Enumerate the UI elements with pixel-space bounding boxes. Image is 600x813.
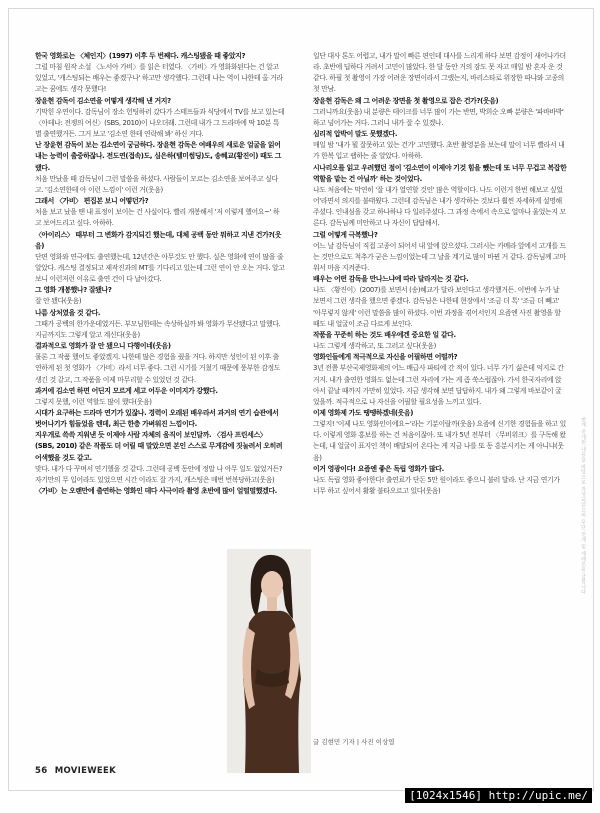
interview-answer: 맞다. 내가 다 꾸며서 연기했을 것 같다. 그런데 공백 동안에 정말 나 아무 일도 없었거든? 자기만의 무 입어라도 있었으면 시간 이라도 잘 가지, 캐스팅은 매번 번복당하고(웃음) bbox=[35, 464, 285, 486]
portrait-photo bbox=[227, 549, 311, 773]
side-copyright-text: 현재 공개된 내용을 바탕으로 작성되었으며 무단 전재 및 재배포를 금합니다 bbox=[580, 417, 587, 717]
interview-answer: 처음 만났을 때 감독님이 그런 말씀을 하셨다. 사람들이 모르는 김소연을 보여주고 싶다고. '김소연한테 아 이런 느낌이' 이런 거(웃음) bbox=[35, 174, 285, 196]
interview-question: 장윤현 감독은 왜 그 어려운 장면을 첫 촬영으로 잡은 건가?(웃음) bbox=[313, 96, 567, 107]
interview-answer: 처음 보고 났을 땐 내 표정이 보이는 건 사실이다. 빨리 개봉해서 '저 이렇게 했어요~' 하고 보여드리고 싶다. 아하하. bbox=[35, 207, 285, 229]
right-column bbox=[313, 51, 567, 497]
magazine-name: MOVIEWEEK bbox=[55, 766, 116, 776]
interview-answer: 기막힌 우연이다. 감독님이 장소 헌팅하러 갔다가 스태프들과 식당에서 TV를 보고 있는데 〈아테나: 전쟁의 여신〉(SBS, 2010)이 나오더래. 그런데 내가 그 드라마에 딱 10분 특별 출연했거든. 그거 보고 '김소연 한테 연락해 봐' 하신 거다. bbox=[35, 107, 285, 140]
left-column bbox=[35, 51, 285, 497]
interview-question: 결과적으로 영화가 잘 안 됐으니 다행이네(웃음) bbox=[35, 341, 285, 352]
interview-answer: 그렇지 못했, 이런 역할도 많이 했다(웃음) bbox=[35, 397, 285, 408]
interview-answer: 일단 대사 톤도 어렵고, 내가 말이 빠른 편인데 대사를 느리게 하다 보면 감정이 새어나가더라. 초반에 딥하다 거려서 고민이 많았다. 한 달 동안 거의 잠도 못 자고 매일 밤 혼자 운 것 같다. 하필 첫 촬영이 가장 어려운 장면이라서 그랬는지, 바리스타로 위장한 따냐와 고종의 첫 만남. bbox=[313, 51, 567, 96]
interview-question: 이제 영화제 가도 땡땡하겠네(웃음) bbox=[313, 408, 567, 419]
interview-question: 한국 영화로는 〈체인지〉(1997) 이후 두 번째다. 캐스팅됐을 때 좋았지? bbox=[35, 51, 285, 62]
interview-question: 시대가 요구하는 드라마 연기가 있잖나. 경력이 오래된 배우라서 과거의 연기 습관에서 벗어나기가 힘들었을 텐데, 최근 한층 가벼워진 느낌이다. bbox=[35, 408, 285, 430]
interview-answer: 잘 안 됐다(웃음) bbox=[35, 296, 285, 307]
interview-answer: 나도 독립 영화 좋아한다! 출연료가 단돈 5만 원이라도 좋으니 불러 달라. 난 지금 연기가 너무 하고 싶어서 활활 불타오르고 있다(웃음) bbox=[313, 475, 567, 497]
interview-answer: 나도 그렇게 생각하고, 또 그러고 싶다(웃음) bbox=[313, 341, 567, 352]
interview-question: 배우는 어떤 감독을 만나느냐에 따라 달라지는 것 같다. bbox=[313, 274, 567, 285]
interview-question: 이거 영광이다! 요즘엔 좋은 독립 영화가 많다. bbox=[313, 464, 567, 475]
interview-question: 영화인들에게 적극적으로 자신을 어필하면 어떨까? bbox=[313, 352, 567, 363]
interview-answer: 매일 밤 '내가 뭘 잘못하고 있는 건가' 고민했다. 초반 촬영분을 보는데 말이 너무 빨라서 내가 한복 입고 랩하는 줄 알았다. 아하하. bbox=[313, 140, 567, 162]
magazine-page bbox=[8, 8, 594, 791]
interview-question: 그럴 어떻게 극복했나? bbox=[313, 230, 567, 241]
interview-question: 난 장윤현 감독이 보는 김소연이 궁금하다. 장윤현 감독은 여배우의 새로운 얼굴을 읽어내는 능력이 출중하잖나. 전도연(접속)도, 심은하(텔미썸딩)도, 송혜교(황진이) 때도 그랬다. bbox=[35, 140, 285, 173]
interview-question: 과거에 김소연 하면 어딘지 모르게 세고 어두운 이미지가 강했다. bbox=[35, 386, 285, 397]
interview-question: 장윤현 감독이 김소연을 어떻게 생각해 낸 거지? bbox=[35, 96, 285, 107]
page-number: 56 bbox=[35, 766, 47, 776]
page-footer bbox=[35, 766, 116, 776]
interview-answer: 3년 전쯤 부산국제영화제의 어느 배급사 파티에 간 적이 있다. 너무 가기 싫은데 억지로 간 거지. 내가 출연한 영화도 없는데 그런 자리에 가는 게 좀 쑥스럽잖아. 가서 한국자리에 앉아서 끝날 때까지 가만히 있었다. 지금 생각해 보면 답답하지. 내가 왜 그렇게 바보같이 굴었을까. 적극적으로 나 자신을 어필할 필요성을 느끼고 있다. bbox=[313, 363, 567, 408]
interview-answer: 나도 처음에는 막연히 '잘 내가 열연할 것인' 많은 역할이다. 나도 이런거 한번 해보고 싶었어'라면서 의지를 불태웠다. 그런데 감독님은 내가 생각하는 것보다 훨씬 자세하게 설명해 주셨다. 인내심을 갖고 하나하나 다 일러주셨다. 그 과정 속에서 속으로 얼마나 울었는지 모른다. 감독님께 미안하고 나 자신이 답답해서. bbox=[313, 185, 567, 230]
interview-question: 작품을 꾸준히 하는 것도 배우에겐 중요한 일 같다. bbox=[313, 330, 567, 341]
interview-question: 〈가비〉는 오랜만에 출연하는 영화인 데다 사극이라 촬영 초반에 많이 얼떨떨했겠다. bbox=[35, 486, 285, 497]
interview-answer: 나도 〈황진이〉(2007)를 보면서 (송)혜교가 달라 보인다고 생각했거든. 이번에 누가 날 보면서 그런 생각을 했으면 좋겠다. 감독님은 나한테 현장에서 '조금 더 톡' '조금 더 빼고' '아무렇지 않게' 이런 말씀을 많이 하셨다. 이번 과정을 겪어서인지 요즘엔 사진 촬영을 할 때도 내 얼굴이 조금 다르게 보인다. bbox=[313, 285, 567, 330]
interview-answer: 그럴 마침 원작 소설 〈노서아 가비〉를 읽은 터였다. 〈가비〉가 영화화된다는 건 알고 있었고, '캐스팅되는 배우는 좋겠구나' 하고만 생각했다. 그런데 나는 역이 나한테 올 거라고는 꿈에도 생각 못했다! bbox=[35, 62, 285, 95]
woman-portrait-illustration bbox=[227, 549, 311, 773]
interview-question: 〈아이리스〉 때부터 그 변화가 감지되긴 했는데, 대체 공백 동안 뭐하고 지낸 건가?(웃음) bbox=[35, 230, 285, 252]
interview-answer: 단편 영화와 연극에도 출연했는데, 12년간은 아무것도 안 했다. 실은 영화에 연이 많을 줄 알았다. 캐스팅 결정되고 제작진과의 MT를 기다리고 있는데 그런 연이 안 오는 거다. 알고 보니 이런저런 이유로 출연 건이 다 날아갔다. bbox=[35, 252, 285, 285]
interview-question: 지우개로 쓱쓱 지워낸 듯 이제야 사람 자체의 움직이 보인달까. 〈검사 프린세스〉(SBS, 2010) 같은 작품도 더 어릴 때 말았으면 본인 스스로 무게감에 짓눌려서 오히려 어색했을 것도 같고. bbox=[35, 430, 285, 463]
interview-answer: 그렇지! '이제 나도 영화인이에요~'라는 기분이랄까(웃음) 요즘에 신기한 경험들을 하고 있다. 이렇게 영화 홍보를 하는 건 처음이잖아. 또 내가 5년 전부터 〈무비위크〉를 구독해 왔는데, 내 얼굴이 표지인 책이 배달되어 온다는 게 지금 나를 또 동 흥분시키는 게 아니냐(웃음) bbox=[313, 419, 567, 464]
interview-answer: 그러니까요(웃음) 내 분량은 테이크를 너무 많이 가는 반면, 박희순 오빠 분량은 '파바바박' 하고 넘어가는 거다. 그러니 내가 잘 수 있겠나. bbox=[313, 107, 567, 129]
interview-question: 시나리오를 읽고 우려했던 점이 '김소연이 이제야 기것 힘을 뺐는데 또 너무 무겁고 복잡한 역할을 맡는 건 아닐까' 하는 것이었다. bbox=[313, 163, 567, 185]
interview-question: 그래서 〈가비〉 편집본 보니 어떻던가? bbox=[35, 196, 285, 207]
interview-question: 나름 상처였을 것 같다. bbox=[35, 308, 285, 319]
interview-answer: 물론 그 작품 했어도 좋았겠지. 나한테 많은 경험을 줬을 거다. 하지만 성인이 된 이후 출연하게 된 첫 영화가 〈가비〉라서 너무 좋다. 그런 시기를 거쳤기 때문에 풍부한 감정도 생긴 것 같고, 그 작품을 이제 마무리할 수 있었던 것 같다. bbox=[35, 352, 285, 385]
article-credit: 글 김현민 기자 | 사진 이상엽 bbox=[313, 737, 395, 746]
image-watermark: [1024x1546] http://upic.me/ bbox=[405, 788, 592, 803]
interview-question: 심리적 압박이 말도 못했겠다. bbox=[313, 129, 567, 140]
interview-question: 그 영화 개봉했나? 잘됐나? bbox=[35, 285, 285, 296]
interview-answer: 그때가 공백의 한가운데였거든. 부모님한테는 속상하실까 봐 영화가 무산됐다고 말했다. 지금까지도 그렇게 알고 계신다(웃음) bbox=[35, 319, 285, 341]
interview-answer: 어느 날 감독님이 직접 고종이 되어서 내 앞에 앉으셨다. 그러시는 카메라 앞에서 고개를 드는 것만으로도 척추가 굳은 느낌이었는데 그 날을 계기로 많이 바뀐 거 같다. 감독님께 고마워서 마음 지켜준다. bbox=[313, 241, 567, 274]
